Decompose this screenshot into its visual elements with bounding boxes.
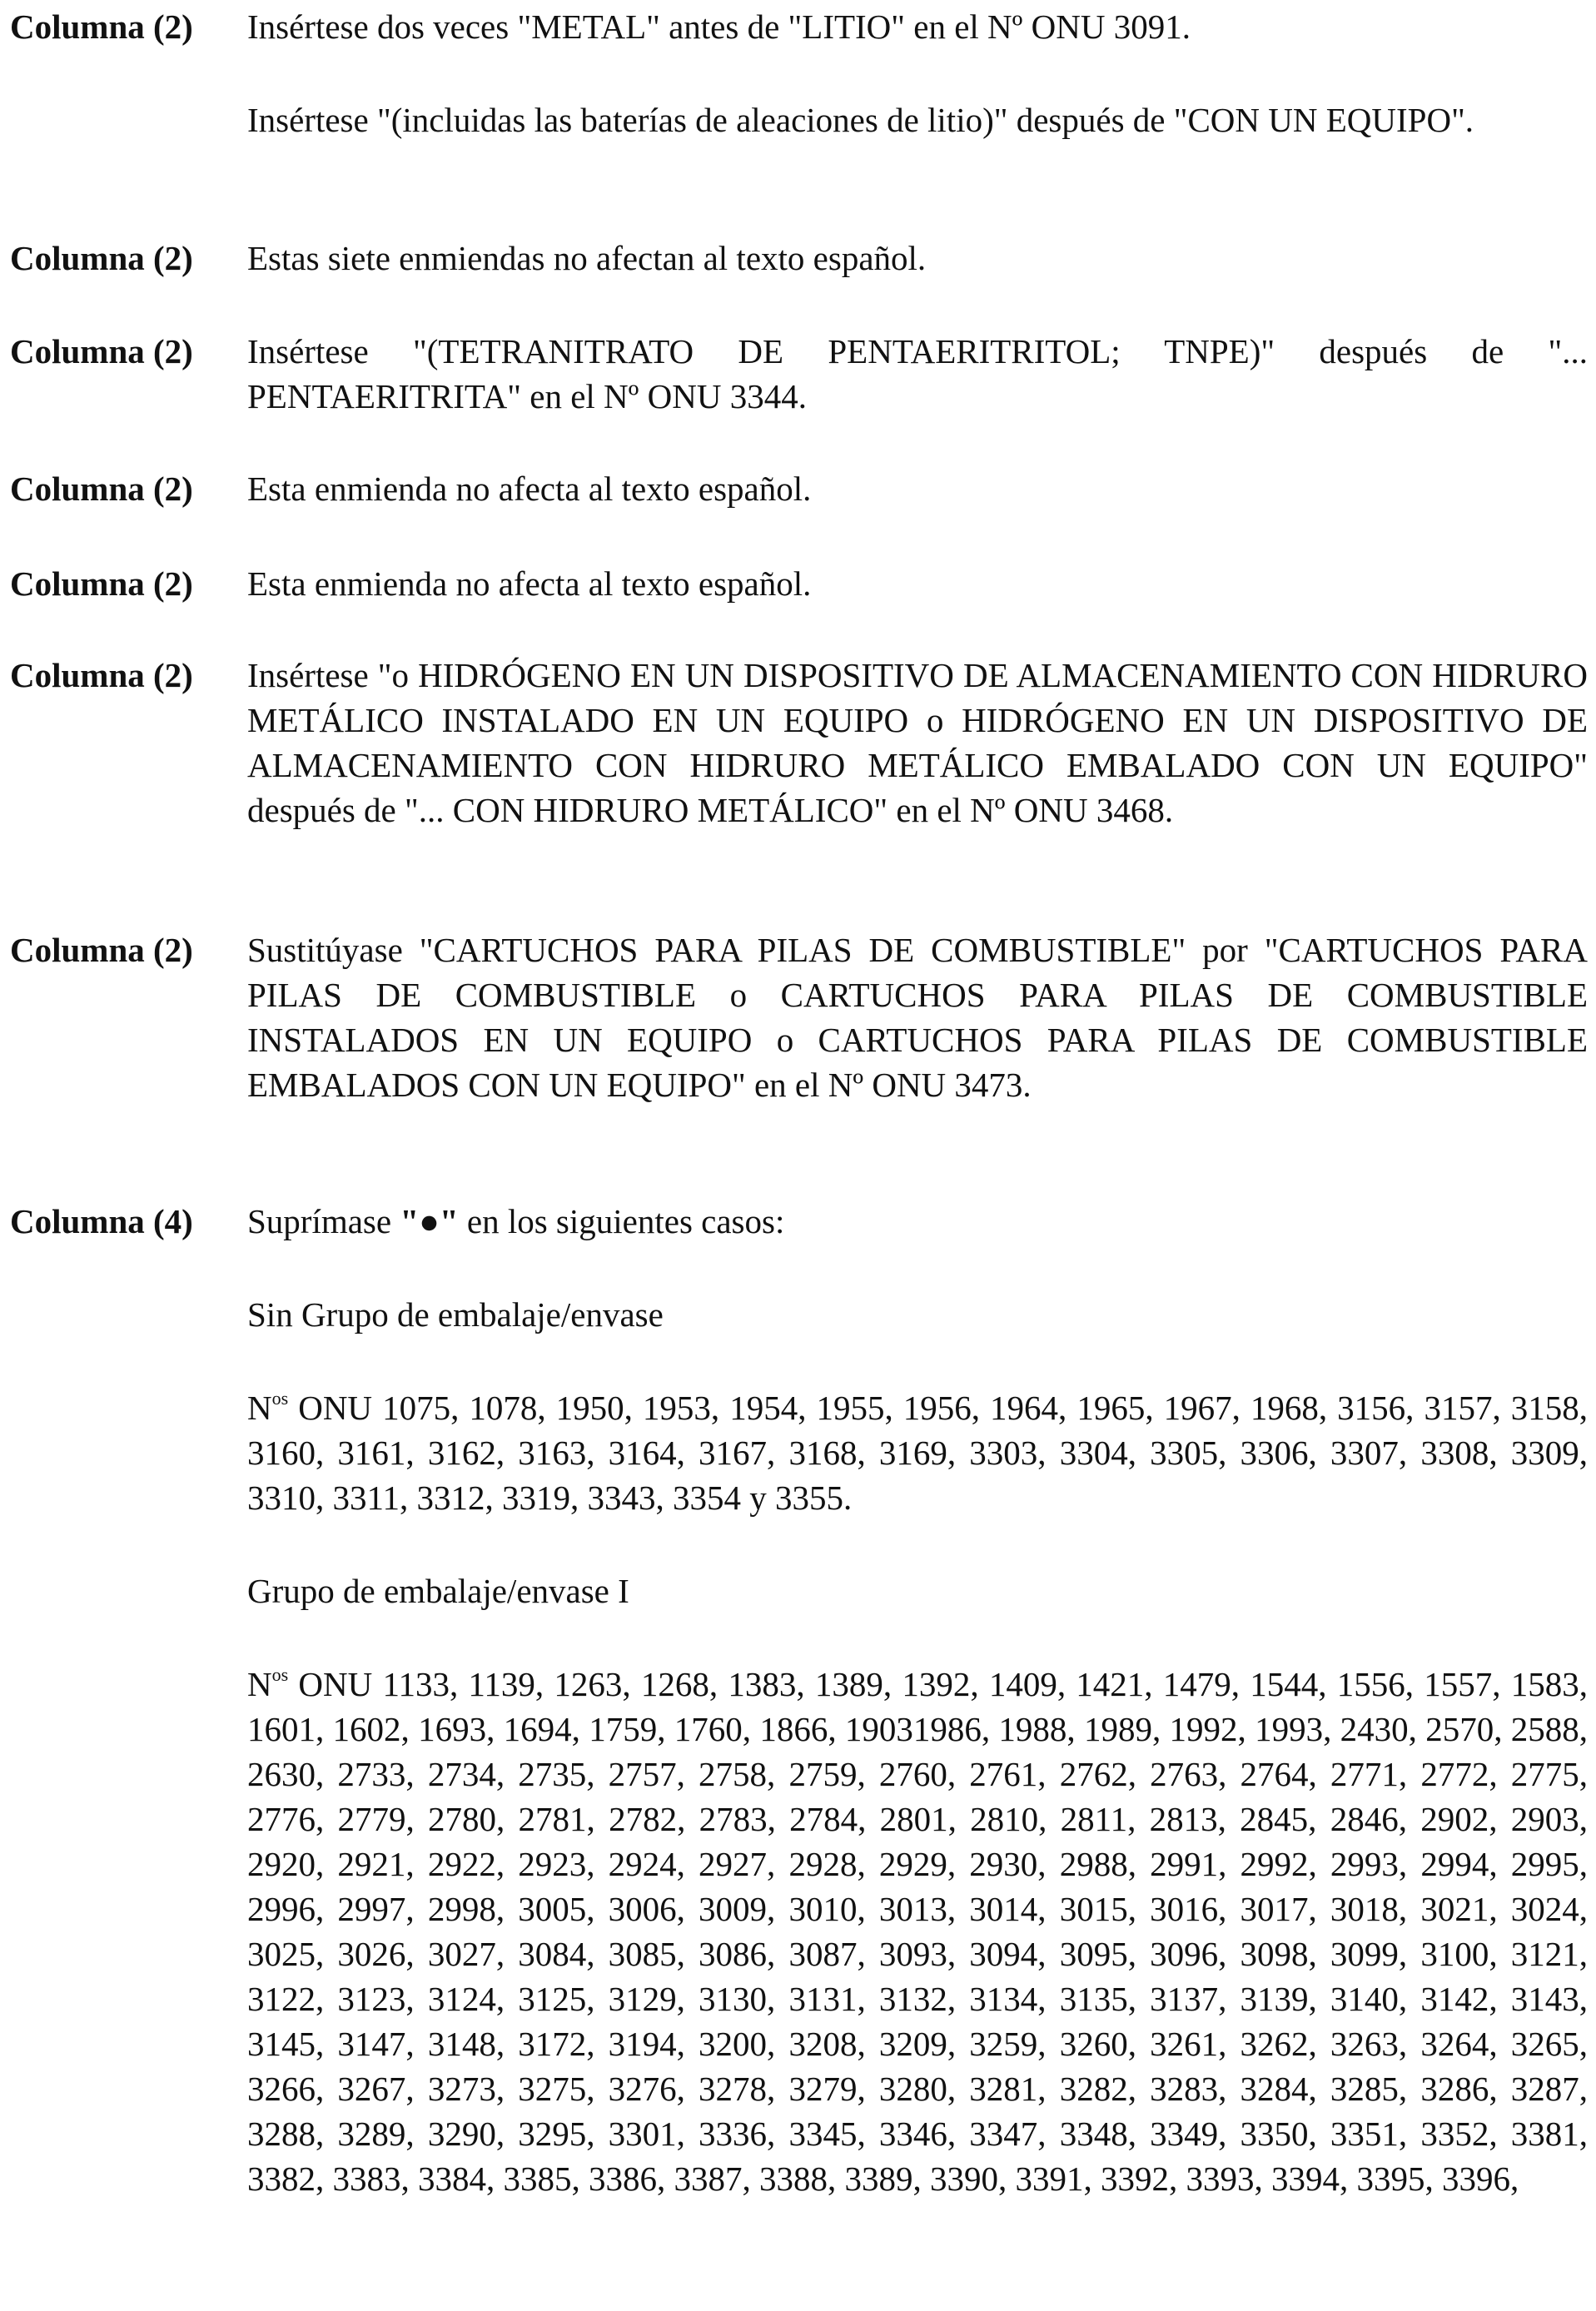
column-label: Columna (2) <box>10 470 193 508</box>
intro-text-before: Suprímase <box>247 1202 400 1240</box>
numero-superscript: os <box>271 1664 289 1685</box>
amendment-entry-column-4 <box>10 1199 1588 2249</box>
amendment-paragraph: Insértese "o HIDRÓGENO EN UN DISPOSITIVO DE ALMACENAMIENTO CON HIDRURO METÁLICO INSTALADO EN UN EQUIPO o HIDRÓGENO EN UN DISPOSITIVO DE ALMACENAMIENTO CON HIDRURO METÁLICO EMBALADO CON UN EQUIPO" después de "... CON HIDRURO METÁLICO" en el Nº ONU 3468. <box>247 656 1588 829</box>
numero-abbrev: N <box>247 1389 272 1427</box>
un-number-list <box>247 1385 1588 1520</box>
amendment-paragraph: Sustitúyase "CARTUCHOS PARA PILAS DE COMBUSTIBLE" por "CARTUCHOS PARA PILAS DE COMBUSTIBLE o CARTUCHOS PARA PILAS DE COMBUSTIBLE INSTALADOS EN UN EQUIPO o CARTUCHOS PARA PILAS DE COMBUSTIBLE EMBALADOS CON UN EQUIPO" en el Nº ONU 3473. <box>247 931 1588 1104</box>
amendment-text <box>247 236 1588 281</box>
column-label: Columna (2) <box>10 7 193 46</box>
amendment-entry <box>10 927 1588 1107</box>
amendment-text <box>247 466 1588 511</box>
amendment-entry <box>10 653 1588 832</box>
amendment-text <box>247 1199 1588 2249</box>
group-heading: Grupo de embalaje/envase I <box>247 1572 629 1610</box>
amendment-text <box>247 653 1588 832</box>
amendment-entry <box>10 4 1588 142</box>
numero-superscript: os <box>271 1388 289 1409</box>
column-label: Columna (2) <box>10 239 193 277</box>
column-label: Columna (4) <box>10 1202 193 1240</box>
column-label: Columna (2) <box>10 332 193 370</box>
amendment-paragraph: Estas siete enmiendas no afectan al texto español. <box>247 239 927 277</box>
suppression-intro <box>247 1199 1588 1244</box>
un-numbers: ONU 1075, 1078, 1950, 1953, 1954, 1955, 1956, 1964, 1965, 1967, 1968, 3156, 3157, 3158, 3160, 3161, 3162, 3163, 3164, 3167, 3168, 3169, 3303, 3304, 3305, 3306, 3307, 3308, 3309, 3310, 3311, 3312, 3319, 3343, 3354 y 3355. <box>247 1389 1588 1517</box>
amendment-text <box>247 4 1588 142</box>
numero-abbrev: N <box>247 1665 272 1703</box>
amendment-paragraph: Insértese dos veces "METAL" antes de "LITIO" en el Nº ONU 3091. <box>247 7 1191 46</box>
amendment-text <box>247 927 1588 1107</box>
amendment-paragraph: Insértese "(incluidas las baterías de aleaciones de litio)" después de "CON UN EQUIPO". <box>247 101 1474 139</box>
column-label: Columna (2) <box>10 931 193 969</box>
amendment-entry <box>10 236 1588 281</box>
amendment-text <box>247 329 1588 419</box>
un-numbers: ONU 1133, 1139, 1263, 1268, 1383, 1389, 1392, 1409, 1421, 1479, 1544, 1556, 1557, 1583, 1601, 1602, 1693, 1694, 1759, 1760, 1866, 19031986, 1988, 1989, 1992, 1993, 2430, 2570, 2588, 2630, 2733, 2734, 2735, 2757, 2758, 2759, 2760, 2761, 2762, 2763, 2764, 2771, 2772, 2775, 2776, 2779, 2780, 2781, 2782, 2783, 2784, 2801, 2810, 2811, 2813, 2845, 2846, 2902, 2903, 2920, 2921, 2922, 2923, 2924, 2927, 2928, 2929, 2930, 2988, 2991, 2992, 2993, 2994, 2995, 2996, 2997, 2998, 3005, 3006, 3009, 3010, 3013, 3014, 3015, 3016, 3017, 3018, 3021, 3024, 3025, 3026, 3027, 3084, 3085, 3086, 3087, 3093, 3094, 3095, 3096, 3098, 3099, 3100, 3121, 3122, 3123, 3124, 3125, 3129, 3130, 3131, 3132, 3134, 3135, 3137, 3139, 3140, 3142, 3143, 3145, 3147, 3148, 3172, 3194, 3200, 3208, 3209, 3259, 3260, 3261, 3262, 3263, 3264, 3265, 3266, 3267, 3273, 3275, 3276, 3278, 3279, 3280, 3281, 3282, 3283, 3284, 3285, 3286, 3287, 3288, 3289, 3290, 3295, 3301, 3336, 3345, 3346, 3347, 3348, 3349, 3350, 3351, 3352, 3381, 3382, 3383, 3384, 3385, 3386, 3387, 3388, 3389, 3390, 3391, 3392, 3393, 3394, 3395, 3396, <box>247 1665 1588 2198</box>
amendment-paragraph: Esta enmienda no afecta al texto español. <box>247 470 812 508</box>
column-label: Columna (2) <box>10 564 193 603</box>
amendment-entry <box>10 466 1588 511</box>
amendment-entry <box>10 561 1588 606</box>
column-label: Columna (2) <box>10 656 193 694</box>
amendment-paragraph: Insértese "(TETRANITRATO DE PENTAERITRITOL; TNPE)" después de "... PENTAERITRITA" en el Nº ONU 3344. <box>247 332 1588 415</box>
amendment-entry <box>10 329 1588 419</box>
bullet-symbol: "●" <box>400 1202 459 1240</box>
un-number-list <box>247 1662 1588 2201</box>
amendment-text <box>247 561 1588 606</box>
group-heading: Sin Grupo de embalaje/envase <box>247 1295 664 1334</box>
amendment-paragraph: Esta enmienda no afecta al texto español. <box>247 564 812 603</box>
intro-text-after: en los siguientes casos: <box>458 1202 785 1240</box>
